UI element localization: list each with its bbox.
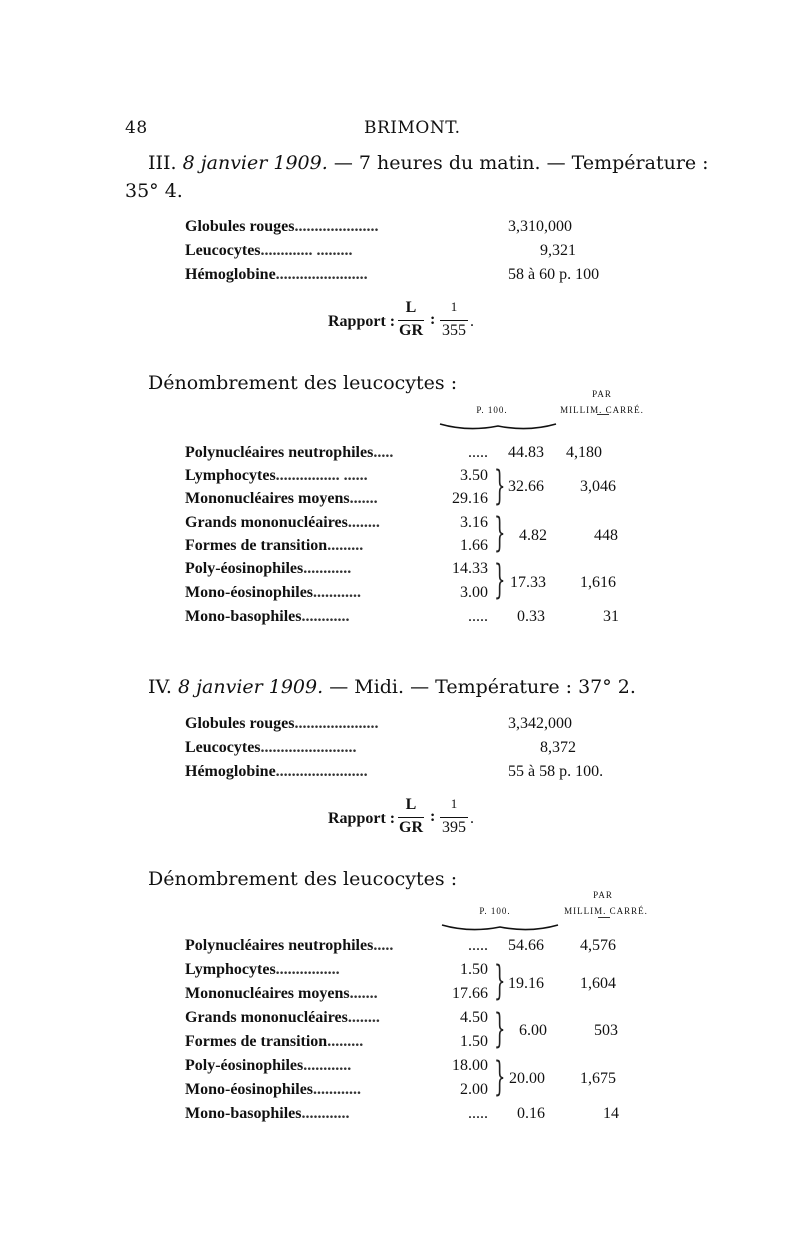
section-date: 8 janvier 1909. [178,676,324,698]
fraction-end: . [470,810,474,827]
group-percent: 17.33 [510,574,546,591]
section-numeral: IV. [148,676,172,698]
brace-icon: } [494,557,506,603]
table-cell-p100: 1.50 [460,1033,488,1050]
blood-label: Globules rouges..................... [185,218,379,235]
table-cell-percent: 44.83 [508,444,544,461]
table-cell-p100: 1.50 [460,961,488,978]
fraction-numerator: L [405,796,417,813]
table-row-label: Poly-éosinophiles............ [185,1057,352,1074]
table-row-label: Mono-éosinophiles............ [185,1081,362,1098]
table-row-label: Lymphocytes................ ...... [185,467,368,484]
table-cell-p100: 17.66 [452,985,488,1002]
brace-ornament [440,921,560,933]
fraction-numerator: 1 [450,796,458,811]
table-cell-per-mm: 4,180 [566,444,602,461]
brace-ornament [438,420,558,432]
table-row-label: Lymphocytes................ [185,961,340,978]
table-cell-p100: 2.00 [460,1081,488,1098]
table-row-label: Mono-éosinophiles............ [185,584,362,601]
blood-label: Hémoglobine....................... [185,763,368,780]
col-header-p100: P. 100. [476,405,508,415]
col-header-p100: P. 100. [479,906,511,916]
table-row-label: Formes de transition......... [185,537,364,554]
table-cell-per-mm: 31 [603,608,619,625]
blood-value: 55 à 58 p. 100. [508,763,604,780]
section-heading [148,152,709,174]
group-percent: 4.82 [519,527,547,544]
table-cell-p100: 29.16 [452,490,488,507]
fraction-bar [398,320,424,321]
section-temperature: 35° 4. [125,180,183,202]
group-per-mm: 503 [594,1022,618,1039]
section-heading-text: — Midi. — Température : 37° 2. [329,676,636,698]
fraction-numerator: L [405,299,417,316]
group-per-mm: 1,604 [580,975,616,992]
section-heading [148,676,636,698]
table-cell-p100: 3.50 [460,467,488,484]
group-per-mm: 1,675 [580,1070,616,1087]
brace-icon: } [494,510,506,556]
column-rule [598,917,610,918]
fraction-colon: : [430,808,436,825]
table-row-label: Formes de transition......... [185,1033,364,1050]
blood-value: 58 à 60 p. 100 [508,266,600,283]
table-cell-p100: 14.33 [452,560,488,577]
table-cell-p100: 3.00 [460,584,488,601]
column-rule [597,414,609,415]
table-row-label: Mononucléaires moyens....... [185,490,378,507]
col-header-par: PAR [592,389,612,399]
fraction-end: . [470,313,474,330]
section-date: 8 janvier 1909. [182,152,328,174]
group-percent: 6.00 [519,1022,547,1039]
table-row-label: Polynucléaires neutrophiles..... [185,444,394,461]
brace-icon: } [494,1006,506,1052]
fraction-colon: : [430,311,436,328]
fraction-bar [398,817,424,818]
fraction-denominator: GR [399,322,423,339]
group-percent: 32.66 [508,478,544,495]
fraction-denominator: 395 [442,819,466,836]
blood-label: Leucocytes............. ......... [185,242,353,259]
group-per-mm: 3,046 [580,478,616,495]
table-cell-per-mm: 14 [603,1105,619,1122]
section-heading-text: — 7 heures du matin. — Température : [333,152,709,174]
group-percent: 20.00 [509,1070,545,1087]
table-cell-p100: 3.16 [460,514,488,531]
fraction-bar [440,817,468,818]
fraction-denominator: 355 [442,322,466,339]
blood-value: 9,321 [540,242,576,259]
table-row-label: Polynucléaires neutrophiles..... [185,937,394,954]
table-cell-p100: ..... [468,937,488,954]
rapport-label: Rapport : [328,810,396,827]
fraction-numerator: 1 [450,299,458,314]
group-per-mm: 1,616 [580,574,616,591]
denombrement-title: Dénombrement des leucocytes : [148,868,458,890]
table-cell-p100: ..... [468,1105,488,1122]
table-cell-p100: 4.50 [460,1009,488,1026]
table-row-label: Mononucléaires moyens....... [185,985,378,1002]
blood-label: Leucocytes........................ [185,739,357,756]
section-numeral: III. [148,152,177,174]
table-cell-percent: 54.66 [508,937,544,954]
table-row-label: Poly-éosinophiles............ [185,560,352,577]
table-cell-p100: 1.66 [460,537,488,554]
running-title: BRIMONT. [364,118,461,138]
brace-icon: } [494,958,506,1004]
brace-icon: } [494,463,506,509]
brace-icon: } [494,1054,506,1100]
col-header-millim: MILLIM. CARRÉ. [564,906,648,916]
page-number: 48 [125,118,148,138]
blood-label: Hémoglobine....................... [185,266,368,283]
fraction-bar [440,320,468,321]
table-cell-percent: 0.16 [517,1105,545,1122]
table-row-label: Mono-basophiles............ [185,608,350,625]
table-row-label: Grands mononucléaires........ [185,514,380,531]
table-cell-per-mm: 4,576 [580,937,616,954]
blood-value: 3,342,000 [508,715,572,732]
table-cell-percent: 0.33 [517,608,545,625]
col-header-millim: MILLIM. CARRÉ. [560,405,644,415]
blood-label: Globules rouges..................... [185,715,379,732]
group-per-mm: 448 [594,527,618,544]
table-cell-p100: ..... [468,608,488,625]
denombrement-title: Dénombrement des leucocytes : [148,372,458,394]
table-row-label: Mono-basophiles............ [185,1105,350,1122]
fraction-denominator: GR [399,819,423,836]
col-header-par: PAR [593,890,613,900]
group-percent: 19.16 [508,975,544,992]
table-row-label: Grands mononucléaires........ [185,1009,380,1026]
table-cell-p100: ..... [468,444,488,461]
table-cell-p100: 18.00 [452,1057,488,1074]
rapport-label: Rapport : [328,313,396,330]
blood-value: 3,310,000 [508,218,572,235]
blood-value: 8,372 [540,739,576,756]
